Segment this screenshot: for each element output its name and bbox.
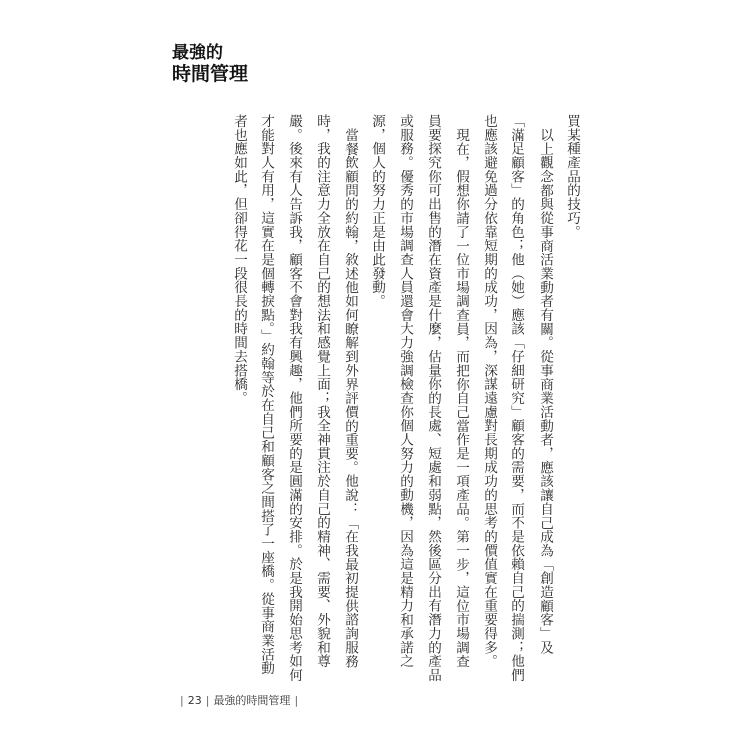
text-column: 嚴。後來有人告訴我，顧客不會對我有興趣，他們所要的是圓滿的安排。於是我開始思考如何 [286, 114, 302, 682]
text-column: 才能對人有用，這實在是個轉捩點。」約翰等於在自己和顧客之間搭了一座橋。從事商業活動 [258, 114, 274, 676]
text-column: 也應該避免過分依靠短期的成功，因為，深謀遠慮對長期成功的思考的價值實在重要得多。 [481, 114, 497, 668]
text-column: 或服務。優秀的市場調查人員還會大力強調檢查你個人努力的動機，因為這是精力和承諾之 [397, 114, 413, 668]
text-column: 時，我的注意力全放在自己的想法和感覺上面；我全神貫注於自己的精神、需要、外貌和尊 [314, 114, 330, 668]
footer-divider: | [205, 693, 210, 707]
page-number: 23 [187, 693, 202, 707]
text-column: 現在，假想你請了一位市場調查員，而把你自己當作是一項產品。第一步，這位市場調查 [453, 128, 469, 669]
text-column: 當餐飲顧問的約翰，敘述他如何瞭解到外界評價的重要。他說：「在我最初提供諮詢服務 [342, 128, 358, 669]
footer-divider: | [180, 693, 184, 707]
text-column: 以上觀念都與從事商活業動者有關。從事商業活動者，應該讓自己成為「創造顧客」及 [537, 128, 553, 655]
text-column: 員要探究你可出售的潛在資產是什麼，估量你的長處、短處和弱點，然後區分出有潛力的產品 [425, 114, 441, 682]
chapter-title-line-2: 時間管理 [172, 63, 249, 85]
running-title: 最強的時間管理 [213, 694, 291, 707]
page-footer [176, 692, 302, 708]
footer-divider: | [294, 693, 299, 707]
text-column: 「滿足顧客」的角色；他（她）應該「仔細研究」顧客的需要，而不是依賴自己的揣測；他們 [508, 114, 524, 682]
text-column: 者也應如此，但卻得花一段很長的時間去搭橋。 [231, 114, 247, 405]
text-column: 買某種產品的技巧。 [564, 114, 580, 239]
text-column: 源，個人的努力正是由此發動。 [369, 114, 385, 308]
chapter-title-line-1: 最強的 [172, 43, 223, 63]
